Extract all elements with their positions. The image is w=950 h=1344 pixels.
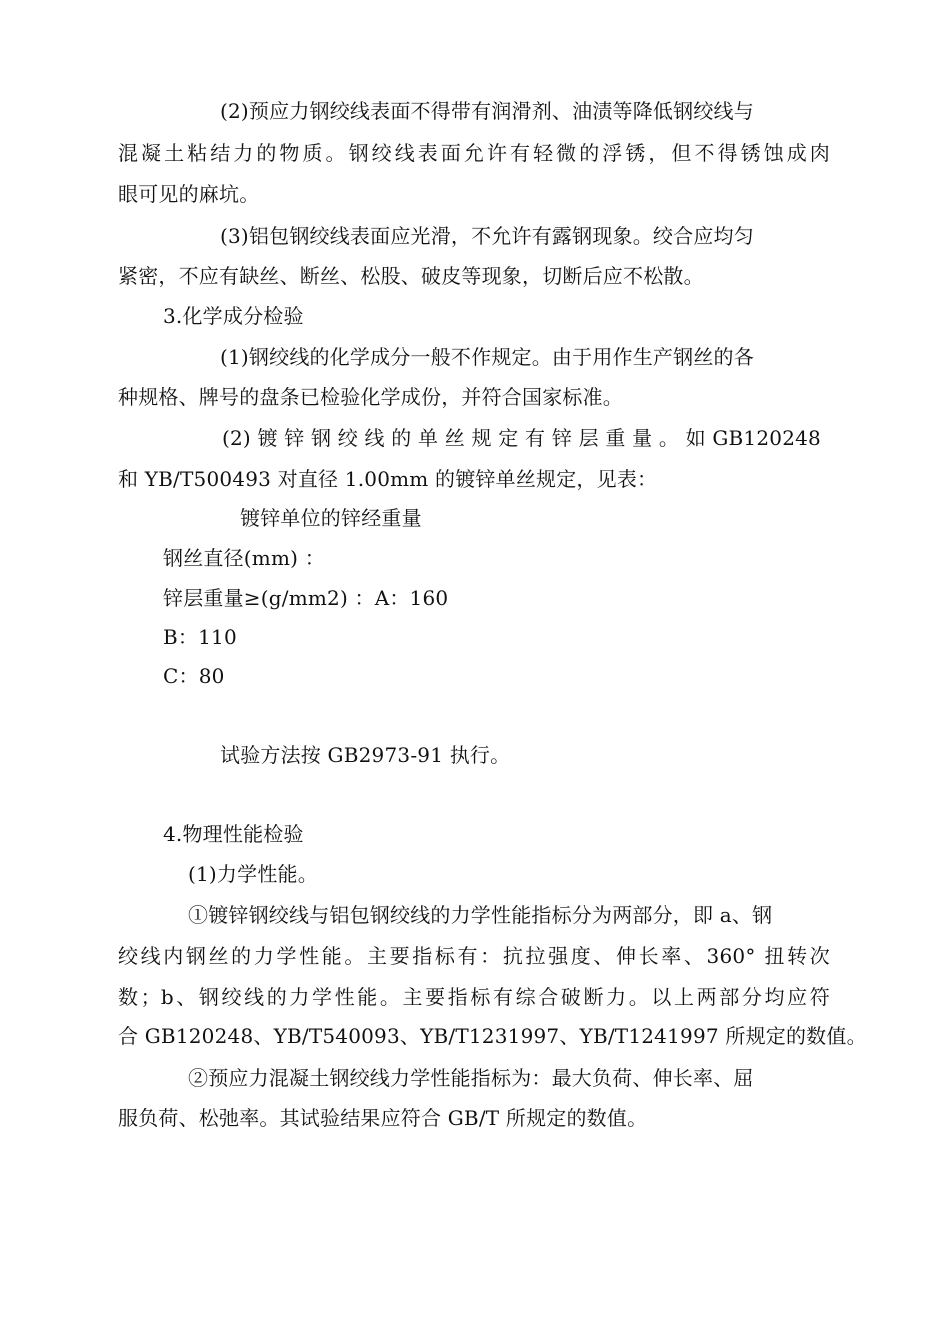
paragraph-line: 服负荷、松弛率。其试验结果应符合 GB/T 所规定的数值。 bbox=[118, 1106, 648, 1130]
section-heading: 3.化学成分检验 bbox=[163, 304, 304, 328]
paragraph-line: (3)铝包钢绞线表面应光滑，不允许有露钢现象。绞合应均匀 bbox=[220, 224, 754, 248]
paragraph-line: (2) 镀 锌 钢 绞 线 的 单 丝 规 定 有 锌 层 重 量 。 如 GB120248 bbox=[222, 426, 821, 450]
paragraph-line: 眼可见的麻坑。 bbox=[118, 182, 260, 206]
paragraph-line: 和 YB/T500493 对直径 1.00mm 的镀锌单丝规定，见表： bbox=[118, 467, 658, 491]
paragraph-line: ①镀锌钢绞线与铝包钢绞线的力学性能指标分为两部分，即 a、钢 bbox=[188, 903, 773, 927]
paragraph-line: ②预应力混凝土钢绞线力学性能指标为：最大负荷、伸长率、屈 bbox=[188, 1066, 754, 1090]
paragraph-line: 绞线内钢丝的力学性能。主要指标有：抗拉强度、伸长率、360° 扭转次 bbox=[118, 944, 830, 968]
table-row: C：80 bbox=[163, 664, 225, 688]
table-row: 锌层重量≥(g/mm2) ：A：160 bbox=[163, 586, 449, 610]
table-row: B：110 bbox=[163, 625, 237, 649]
paragraph-line: 混凝土粘结力的物质。钢绞线表面允许有轻微的浮锈，但不得锈蚀成肉 bbox=[118, 141, 830, 165]
subsection-heading: (1)力学性能。 bbox=[188, 862, 318, 886]
paragraph-line: (1)钢绞线的化学成分一般不作规定。由于用作生产钢丝的各 bbox=[220, 345, 754, 369]
section-heading: 4.物理性能检验 bbox=[163, 822, 304, 846]
paragraph-line: 试验方法按 GB2973-91 执行。 bbox=[220, 743, 511, 767]
table-row: 钢丝直径(mm) ： bbox=[163, 546, 325, 570]
table-title: 镀锌单位的锌经重量 bbox=[240, 506, 422, 530]
paragraph-line: 种规格、牌号的盘条已检验化学成份，并符合国家标准。 bbox=[118, 385, 623, 409]
paragraph-line: 数；b、钢绞线的力学性能。主要指标有综合破断力。以上两部分均应符 bbox=[118, 985, 830, 1009]
paragraph-line: 紧密，不应有缺丝、断丝、松股、破皮等现象，切断后应不松散。 bbox=[118, 264, 704, 288]
paragraph-line: (2)预应力钢绞线表面不得带有润滑剂、油渍等降低钢绞线与 bbox=[220, 99, 754, 123]
paragraph-line: 合 GB120248、YB/T540093、YB/T1231997、YB/T1241997 所规定的数值。 bbox=[118, 1024, 867, 1048]
